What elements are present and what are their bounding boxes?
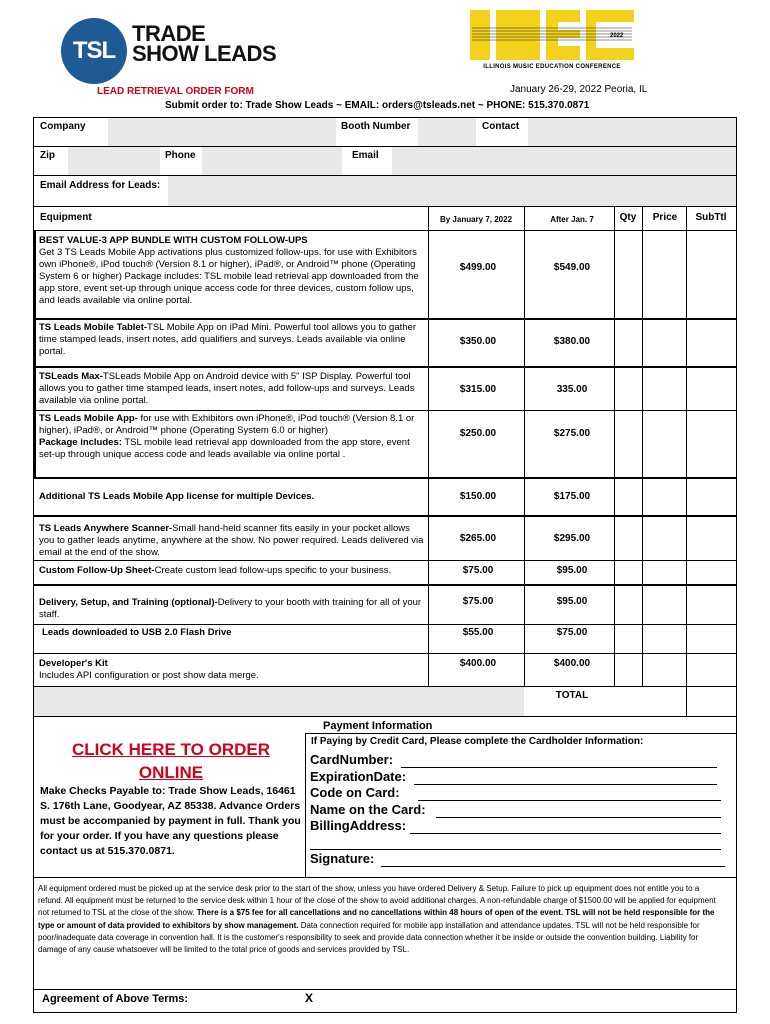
company-label: Company: [40, 121, 86, 132]
col-price: Price: [652, 212, 678, 223]
item-tablet-title: TS Leads Mobile Tablet-: [39, 322, 148, 333]
price-late: $295.00: [553, 533, 591, 544]
price-late: $549.00: [553, 262, 591, 273]
price-early: $350.00: [459, 336, 497, 347]
zip-label: Zip: [40, 150, 55, 161]
price-early: $315.00: [459, 384, 497, 395]
price-late: $95.00: [556, 565, 588, 576]
price-late: 335.00: [556, 384, 588, 395]
agreement-label: Agreement of Above Terms:: [42, 993, 189, 1005]
submit-instructions: Submit order to: Trade Show Leads ~ EMAIL: orders@tsleads.net ~ PHONE: 515.370.0871: [165, 100, 590, 111]
price-early: $75.00: [462, 565, 494, 576]
price-early: $75.00: [462, 596, 494, 607]
contact-label: Contact: [482, 121, 520, 132]
cc-instructions: If Paying by Credit Card, Please complete the Cardholder Information:: [311, 736, 644, 747]
terms-bold: There is a $75 fee for all cancellations and no cancellations within 48 hours of open of the event. TSL will not be held responsible for the type or amount of data provided to exhibitors by show management.: [38, 908, 715, 930]
price-late: $95.00: [556, 596, 588, 607]
imec-logo: [468, 4, 636, 62]
billing-label: BillingAddress:: [310, 818, 407, 833]
card-number-label: CardNumber:: [310, 752, 394, 767]
name-label: Name on the Card:: [310, 802, 426, 817]
total-label: TOTAL: [555, 690, 589, 701]
card-number-line[interactable]: [401, 767, 717, 768]
item-mobile-app: [39, 413, 427, 461]
item-app-text: for use with Exhibitors own iPhone®, iPod touch® (Version 8.1 or higher), iPad®, or Android™ phone (Operating System 6.0 or higher): [39, 413, 415, 436]
expiration-label: ExpirationDate:: [310, 769, 407, 784]
item-developer-kit: [39, 658, 427, 682]
code-line[interactable]: [418, 800, 721, 801]
price-late: $275.00: [553, 428, 591, 439]
price-early: $265.00: [459, 533, 497, 544]
logo-line1: TRADE: [132, 21, 206, 46]
item-app-pkg-title: Package includes:: [39, 437, 122, 448]
event-subtitle: ILLINOIS MUSIC EDUCATION CONFERENCE: [483, 64, 621, 70]
item-followup-text: Create custom lead follow-ups specific to your business.: [154, 565, 392, 576]
item-delivery: [39, 597, 427, 621]
logo-wordmark: [132, 21, 277, 66]
signature-line[interactable]: [381, 866, 725, 867]
code-label: Code on Card:: [310, 785, 400, 800]
col-late: After Jan. 7: [550, 215, 594, 224]
item-scanner: [39, 523, 427, 559]
item-usb: Leads downloaded to USB 2.0 Flash Drive: [42, 627, 232, 638]
name-line[interactable]: [436, 817, 721, 818]
col-qty: Qty: [619, 212, 637, 223]
phone-input[interactable]: [202, 147, 342, 175]
imec-year: 2022: [610, 33, 624, 39]
price-early: $499.00: [459, 262, 497, 273]
item-max-text: TSLeads Mobile App on Android device with 5" ISP Display. Powerful tool allows you to gather time stamped leads, insert notes, add follow-ups and surveys. Leads available via online portal.: [39, 371, 415, 406]
form-title: LEAD RETRIEVAL ORDER FORM: [97, 86, 254, 97]
expiration-line[interactable]: [414, 784, 717, 785]
item-max-title: TSLeads Max-: [39, 371, 103, 382]
item-additional-license: Additional TS Leads Mobile App license for multiple Devices.: [39, 491, 315, 502]
terms-part1: All equipment ordered must be picked up at the service desk prior to the start of the show, unless you have ordered Delivery & Setup. Failure to pick up equipment does not entitle you to a refund. All equipment must be returned to the service desk within 1 hour of the close of the show to avoid additional charges. A non-refundable charge of $1500.00 will be applied for equipment not returned to TSL at the close of the show.: [38, 884, 716, 918]
logo-mark: TSL: [72, 37, 116, 64]
check-instructions: Make Checks Payable to: Trade Show Leads, 16461 S. 176th Lane, Goodyear, AZ 85338. Advance Orders must be accompanied by payment in full. Thank you for your order. If you have any questions please contact us at 515.370.0871.: [40, 785, 301, 857]
col-subtotal: SubTtl: [695, 212, 727, 223]
leads-email-input[interactable]: [168, 176, 736, 206]
tsl-logo: [61, 18, 127, 84]
item-tablet: [39, 322, 427, 358]
terms-part2: Data connection required for mobile app installation and attendance updates. TSL will not be held responsible for poor/inadequate data coverage in convention hall. It is the customer's responsibility to seek and provide data connection whether it be inside or outside the convention building. Liability for damage of any cause whatsoever will be limited to the total price of goods and services provided by TSL.: [38, 920, 700, 955]
col-early: By January 7, 2022: [439, 215, 513, 224]
price-early: $55.00: [462, 627, 494, 638]
zip-input[interactable]: [68, 147, 160, 175]
item-delivery-text: Delivery to your booth with training for all of your staff.: [39, 597, 422, 620]
contact-input[interactable]: [528, 118, 736, 146]
price-late: $75.00: [556, 627, 588, 638]
item-bundle-title: BEST VALUE-3 APP BUNDLE WITH CUSTOM FOLLOW-UPS: [39, 235, 308, 246]
price-late: $380.00: [553, 336, 591, 347]
logo-line2: SHOW LEADS: [132, 41, 277, 66]
item-scanner-text: Small hand-held scanner fits easily in your pocket allows you to gather leads anytime, anywhere at the show. No power required. Leads delivered via email at the end of the show.: [39, 523, 424, 558]
agreement-x[interactable]: X: [305, 991, 314, 1005]
item-followup-sheet: [39, 565, 427, 577]
price-early: $150.00: [459, 491, 497, 502]
booth-label: Booth Number: [341, 121, 411, 132]
item-followup-title: Custom Follow-Up Sheet-: [39, 565, 155, 576]
col-equipment: Equipment: [40, 212, 92, 223]
price-late: $175.00: [553, 491, 591, 502]
payment-heading: Payment Information: [323, 720, 433, 732]
item-app-title: TS Leads Mobile App-: [39, 413, 138, 424]
item-devkit-text: Includes API configuration or post show data merge.: [39, 670, 259, 681]
total-spacer: [34, 687, 524, 716]
item-app-pkg-text: TSL mobile lead retrieval app downloaded from the app store, event set-up through unique access code and leads available via online portal .: [39, 437, 410, 460]
event-date: January 26-29, 2022 Peoria, IL: [510, 84, 648, 95]
booth-input[interactable]: [418, 118, 476, 146]
item-scanner-title: TS Leads Anywhere Scanner-: [39, 523, 173, 534]
leads-email-label: Email Address for Leads:: [40, 180, 161, 191]
item-delivery-title: Delivery, Setup, and Training (optional)-: [39, 597, 218, 608]
signature-label: Signature:: [310, 851, 375, 866]
order-online-link[interactable]: CLICK HERE TO ORDER ONLINE: [71, 740, 271, 782]
email-label: Email: [352, 150, 379, 161]
price-early: $250.00: [459, 428, 497, 439]
terms-text: [38, 883, 724, 956]
item-bundle-text: Get 3 TS Leads Mobile App activations plus customized follow-ups. for use with Exhibitors own iPhone®, iPod touch® (Version 8.1 or higher), iPad®, or Android™ phone (Operating System 6 or higher) Package includes: TSL mobile lead retrieval app downloaded from the app store, event set-up through unique access code for three devices, custom follow ups, and leads available via online portal.: [39, 247, 419, 306]
billing-line-2[interactable]: [310, 849, 721, 850]
company-input[interactable]: [108, 118, 336, 146]
phone-label: Phone: [165, 150, 196, 161]
price-late: $400.00: [553, 658, 591, 669]
billing-line[interactable]: [410, 833, 721, 834]
item-tablet-text: TSL Mobile App on iPad Mini. Powerful tool allows you to gather time stamped leads, insert notes, add qualifiers and surveys. Leads available via online portal.: [39, 322, 416, 357]
email-input[interactable]: [392, 147, 736, 175]
price-early: $400.00: [459, 658, 497, 669]
item-devkit-title: Developer's Kit: [39, 658, 108, 669]
item-max: [39, 371, 427, 407]
item-bundle: [39, 235, 427, 307]
